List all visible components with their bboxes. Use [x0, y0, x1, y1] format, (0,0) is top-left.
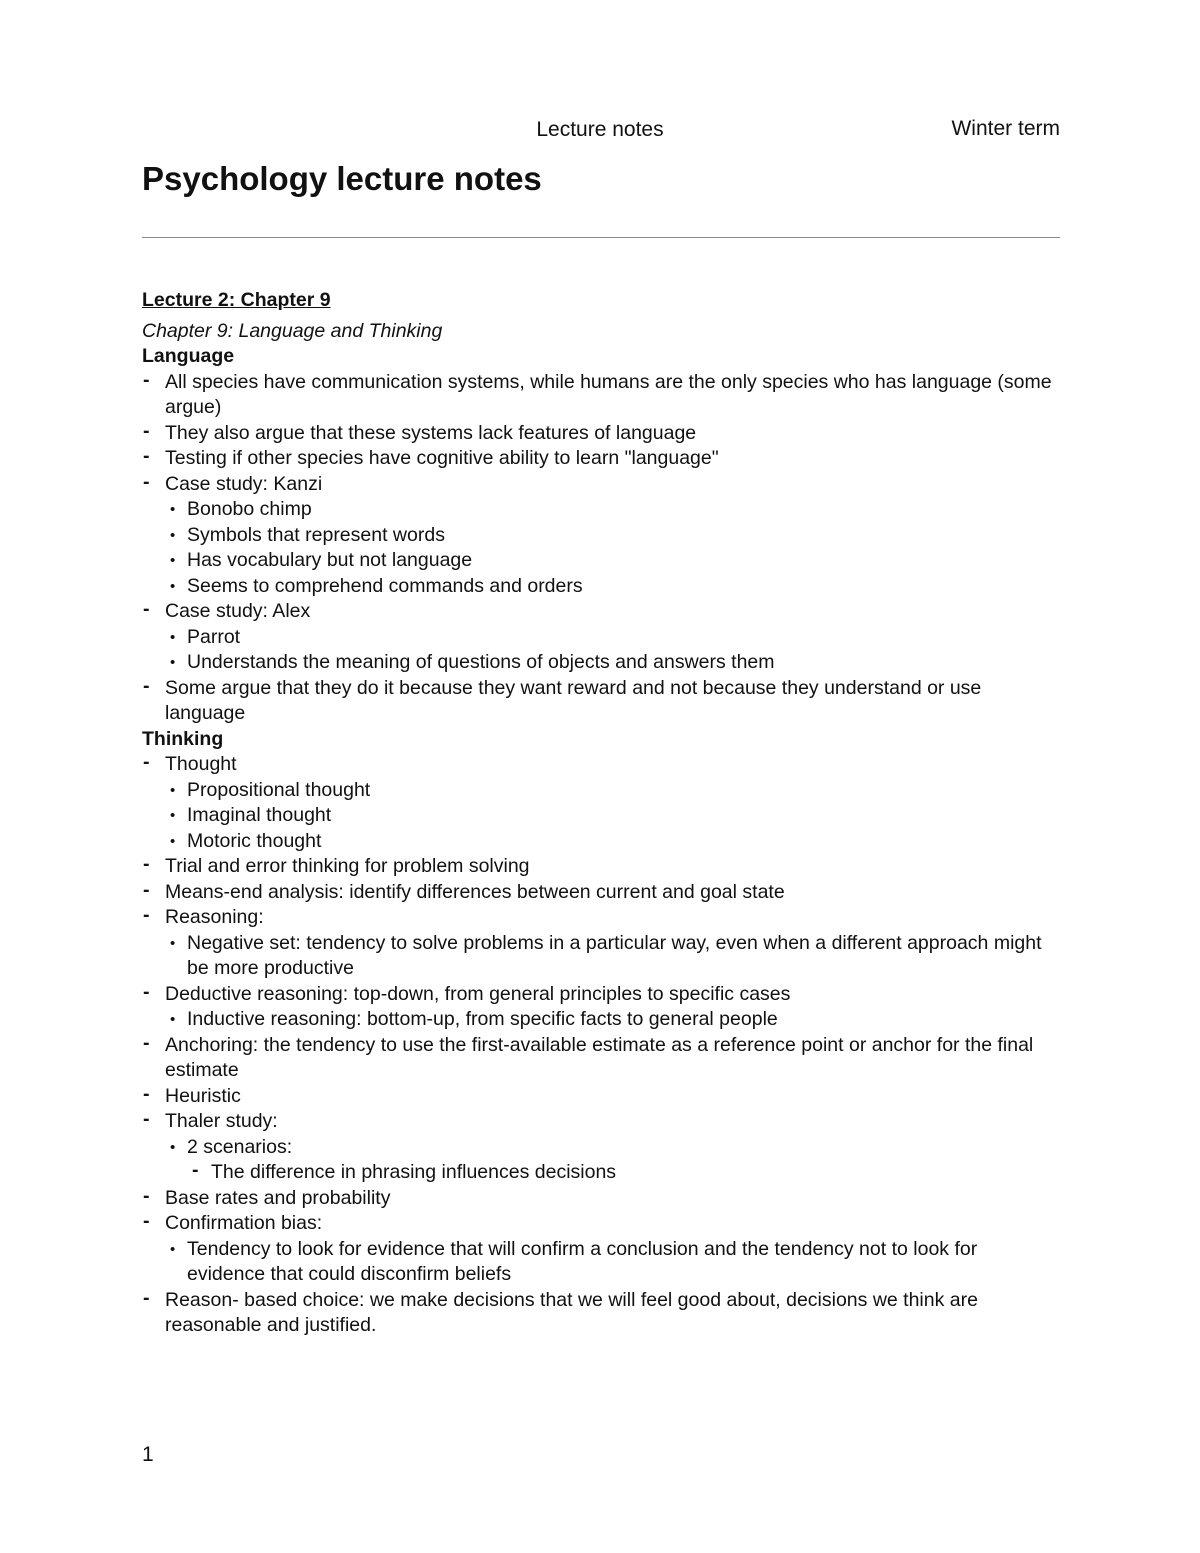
sub-list-item: • Seems to comprehend commands and orders — [165, 574, 1060, 600]
thinking-list — [142, 752, 1060, 1339]
list-item — [142, 1211, 1060, 1288]
sub-list-item: • Inductive reasoning: bottom-up, from specific facts to general people — [165, 1007, 1060, 1033]
sub-list-item — [165, 1135, 1060, 1186]
sub-list-item: • Bonobo chimp — [165, 497, 1060, 523]
sub-list-item-label: 2 scenarios: — [187, 1135, 293, 1158]
sub-list-item: • Propositional thought — [165, 778, 1060, 804]
list-item — [142, 982, 1060, 1033]
deductive-sublist — [165, 1007, 1060, 1033]
title-divider — [142, 237, 1060, 238]
list-item: - Base rates and probability — [142, 1186, 1060, 1212]
list-item — [142, 599, 1060, 676]
scenarios-sublist — [187, 1160, 1060, 1186]
thought-sublist — [165, 778, 1060, 855]
sub-list-item: • Understands the meaning of questions of objects and answers them — [165, 650, 1060, 676]
sub-list-item: • Has vocabulary but not language — [165, 548, 1060, 574]
sub-sub-list-item: - The difference in phrasing influences decisions — [187, 1160, 1060, 1186]
list-item: - Anchoring: the tendency to use the first-available estimate as a reference point or anchor for the final estimate — [142, 1033, 1060, 1084]
kanzi-sublist — [165, 497, 1060, 599]
confirmation-bias-sublist — [165, 1237, 1060, 1288]
list-item-label: Case study: Alex — [165, 600, 311, 622]
sub-list-item: • Motoric thought — [165, 829, 1060, 855]
list-item-label: Thaler study: — [165, 1110, 278, 1132]
document-title: Psychology lecture notes — [142, 160, 542, 197]
list-item: - All species have communication systems, while humans are the only species who has language (some argue) — [142, 370, 1060, 421]
sub-list-item: • Negative set: tendency to solve problems in a particular way, even when a different approach might be more productive — [165, 931, 1060, 982]
chapter-heading: Chapter 9: Language and Thinking — [142, 319, 443, 342]
sub-list-item: • Tendency to look for evidence that will confirm a conclusion and the tendency not to look for evidence that could disconfirm beliefs — [165, 1237, 1060, 1288]
list-item: - Some argue that they do it because they want reward and not because they understand or use language — [142, 676, 1060, 727]
list-item — [142, 905, 1060, 982]
running-header-term: Winter term — [951, 117, 1060, 140]
notes-body — [142, 288, 1060, 1339]
sub-list-item: • Imaginal thought — [165, 803, 1060, 829]
page-number: 1 — [142, 1443, 154, 1466]
list-item — [142, 472, 1060, 600]
lecture-heading: Lecture 2: Chapter 9 — [142, 289, 331, 311]
list-item: - Trial and error thinking for problem solving — [142, 854, 1060, 880]
list-item — [142, 1109, 1060, 1186]
section-heading-language: Language — [142, 345, 235, 367]
sub-list-item: • Symbols that represent words — [165, 523, 1060, 549]
list-item-label: Deductive reasoning: top-down, from general principles to specific cases — [165, 982, 791, 1005]
reasoning-sublist — [165, 931, 1060, 982]
running-header-title: Lecture notes — [536, 118, 664, 141]
list-item: - Reason- based choice: we make decisions that we will feel good about, decisions we think are reasonable and justified. — [142, 1288, 1060, 1339]
list-item-label: Confirmation bias: — [165, 1212, 323, 1234]
list-item: - Means-end analysis: identify differences between current and goal state — [142, 880, 1060, 906]
alex-sublist — [165, 625, 1060, 676]
sub-list-item: • Parrot — [165, 625, 1060, 651]
list-item-label: Reasoning: — [165, 906, 264, 928]
section-heading-thinking: Thinking — [142, 727, 224, 750]
list-item — [142, 752, 1060, 854]
list-item: - Heuristic — [142, 1084, 1060, 1110]
list-item: - They also argue that these systems lack features of language — [142, 421, 1060, 447]
list-item: - Testing if other species have cognitive ability to learn "language" — [142, 446, 1060, 472]
list-item-label: Thought — [165, 753, 237, 775]
thaler-sublist — [165, 1135, 1060, 1186]
language-list — [142, 370, 1060, 727]
list-item-label: Case study: Kanzi — [165, 472, 323, 495]
